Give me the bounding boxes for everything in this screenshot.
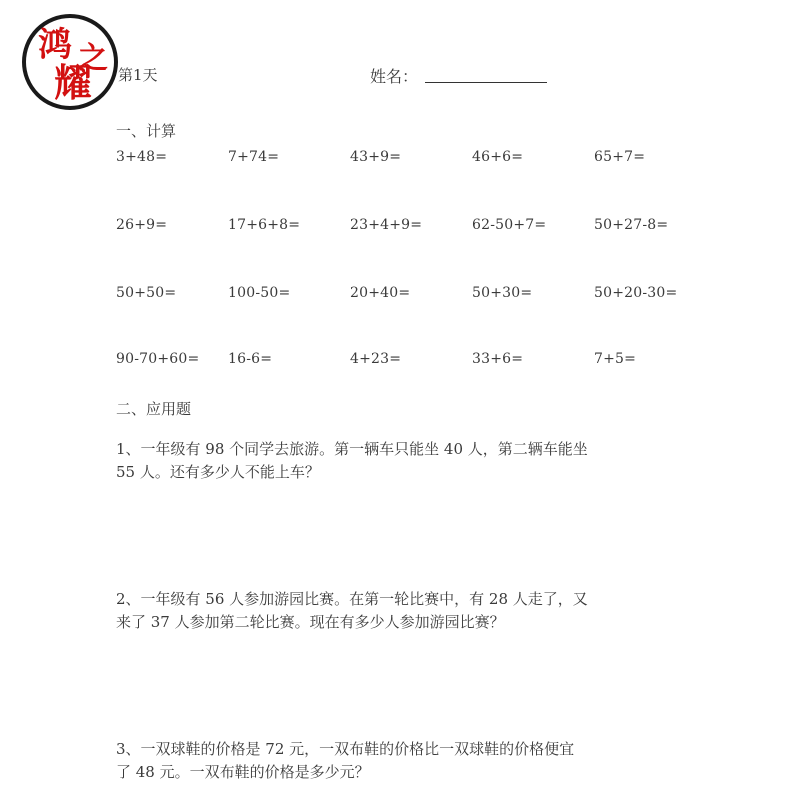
calc-item: 7+5= [594,351,637,367]
seal-char-3: 耀 [54,61,93,105]
calc-item: 100-50= [228,285,291,301]
seal-char-1: 鸿 [38,25,72,65]
word-problem [116,438,696,484]
problem-line: 3、一双球鞋的价格是 72 元，一双布鞋的价格比一双球鞋的价格便宜 [116,740,575,758]
calc-item: 50+50= [116,285,177,301]
problem-line: 1、一年级有 98 个同学去旅游。第一辆车只能坐 40 人，第二辆车能坐 [116,440,588,458]
name-underline [425,82,547,83]
calc-item: 7+74= [228,149,280,165]
section-apply-title: 二、应用题 [116,400,192,418]
problem-line: 55 人。还有多少人不能上车？ [116,463,320,481]
day-title: 第1天 [118,66,158,84]
calc-item: 46+6= [472,149,524,165]
seal-logo [22,14,118,110]
calc-item: 50+30= [472,285,533,301]
problem-line: 来了 37 人参加第二轮比赛。现在有多少人参加游园比赛？ [116,613,505,631]
calc-item: 20+40= [350,285,411,301]
word-problem [116,588,696,634]
calc-item: 26+9= [116,217,168,233]
seal-char-2: 之 [78,41,108,76]
word-problem [116,738,696,784]
section-calc-title: 一、计算 [116,122,177,140]
calc-item: 65+7= [594,149,646,165]
problem-line: 了 48 元。一双布鞋的价格是多少元？ [116,763,370,781]
calc-item: 50+27-8= [594,217,669,233]
calc-item: 33+6= [472,351,524,367]
problem-line: 2、一年级有 56 人参加游园比赛。在第一轮比赛中，有 28 人走了，又 [116,590,588,608]
calc-item: 3+48= [116,149,168,165]
calc-item: 90-70+60= [116,351,200,367]
calc-item: 23+4+9= [350,217,423,233]
name-label: 姓名： [370,67,419,86]
calc-item: 50+20-30= [594,285,678,301]
calc-item: 62-50+7= [472,217,547,233]
calc-item: 43+9= [350,149,402,165]
calc-item: 17+6+8= [228,217,301,233]
calc-item: 4+23= [350,351,402,367]
calc-item: 16-6= [228,351,273,367]
